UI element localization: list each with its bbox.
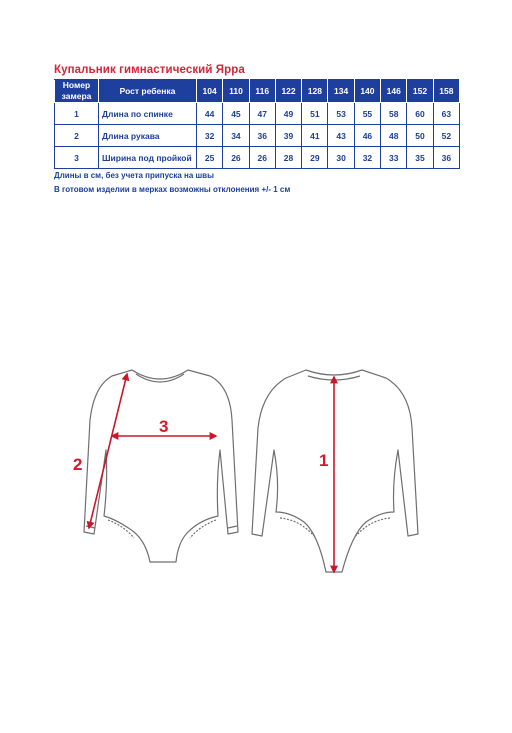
note-tolerance: В готовом изделии в мерках возможны отклонения +/- 1 см bbox=[54, 185, 291, 194]
table-cell: 45 bbox=[223, 103, 249, 125]
header-num-line2: замера bbox=[61, 91, 92, 101]
header-size: 134 bbox=[328, 80, 354, 103]
note-units: Длины в см, без учета припуска на швы bbox=[54, 171, 214, 180]
table-cell: 30 bbox=[328, 147, 354, 169]
table-cell: 26 bbox=[249, 147, 275, 169]
header-size: 110 bbox=[223, 80, 249, 103]
table-cell: 29 bbox=[302, 147, 328, 169]
row-number: 2 bbox=[55, 125, 99, 147]
table-cell: 58 bbox=[381, 103, 407, 125]
table-row bbox=[55, 147, 460, 169]
table-cell: 41 bbox=[302, 125, 328, 147]
size-table bbox=[54, 79, 460, 169]
row-name: Длина по спинке bbox=[99, 103, 197, 125]
header-size: 116 bbox=[249, 80, 275, 103]
table-cell: 53 bbox=[328, 103, 354, 125]
table-cell: 50 bbox=[407, 125, 433, 147]
header-num-line1: Номер bbox=[62, 80, 91, 90]
table-cell: 43 bbox=[328, 125, 354, 147]
table-row bbox=[55, 125, 460, 147]
garment-diagram bbox=[0, 350, 512, 590]
table-cell: 33 bbox=[381, 147, 407, 169]
front-leotard-outline bbox=[84, 370, 238, 562]
table-cell: 36 bbox=[249, 125, 275, 147]
header-size: 140 bbox=[354, 80, 380, 103]
header-size: 104 bbox=[197, 80, 223, 103]
page-title: Купальник гимнастический Ярра bbox=[54, 64, 245, 76]
table-cell: 35 bbox=[407, 147, 433, 169]
table-cell: 63 bbox=[433, 103, 459, 125]
label-width: 3 bbox=[159, 417, 169, 436]
header-size: 152 bbox=[407, 80, 433, 103]
row-name: Длина рукава bbox=[99, 125, 197, 147]
header-child-height: Рост ребенка bbox=[99, 80, 197, 103]
table-cell: 25 bbox=[197, 147, 223, 169]
table-cell: 39 bbox=[275, 125, 301, 147]
table-header-row bbox=[55, 80, 460, 103]
table-cell: 26 bbox=[223, 147, 249, 169]
header-size: 158 bbox=[433, 80, 459, 103]
table-row bbox=[55, 103, 460, 125]
table-cell: 46 bbox=[354, 125, 380, 147]
label-sleeve: 2 bbox=[73, 455, 83, 474]
table-cell: 60 bbox=[407, 103, 433, 125]
table-cell: 52 bbox=[433, 125, 459, 147]
table-cell: 48 bbox=[381, 125, 407, 147]
table-cell: 55 bbox=[354, 103, 380, 125]
table-cell: 34 bbox=[223, 125, 249, 147]
table-cell: 49 bbox=[275, 103, 301, 125]
back-leotard-outline bbox=[252, 370, 418, 572]
table-cell: 32 bbox=[197, 125, 223, 147]
header-measure-number bbox=[55, 80, 99, 103]
table-cell: 47 bbox=[249, 103, 275, 125]
header-size: 128 bbox=[302, 80, 328, 103]
table-cell: 44 bbox=[197, 103, 223, 125]
table-cell: 32 bbox=[354, 147, 380, 169]
row-number: 3 bbox=[55, 147, 99, 169]
header-size: 146 bbox=[381, 80, 407, 103]
measurement-lines bbox=[89, 374, 334, 572]
row-number: 1 bbox=[55, 103, 99, 125]
header-size: 122 bbox=[275, 80, 301, 103]
table-cell: 51 bbox=[302, 103, 328, 125]
table-cell: 28 bbox=[275, 147, 301, 169]
row-name: Ширина под пройкой bbox=[99, 147, 197, 169]
table-cell: 36 bbox=[433, 147, 459, 169]
label-back: 1 bbox=[319, 451, 329, 470]
